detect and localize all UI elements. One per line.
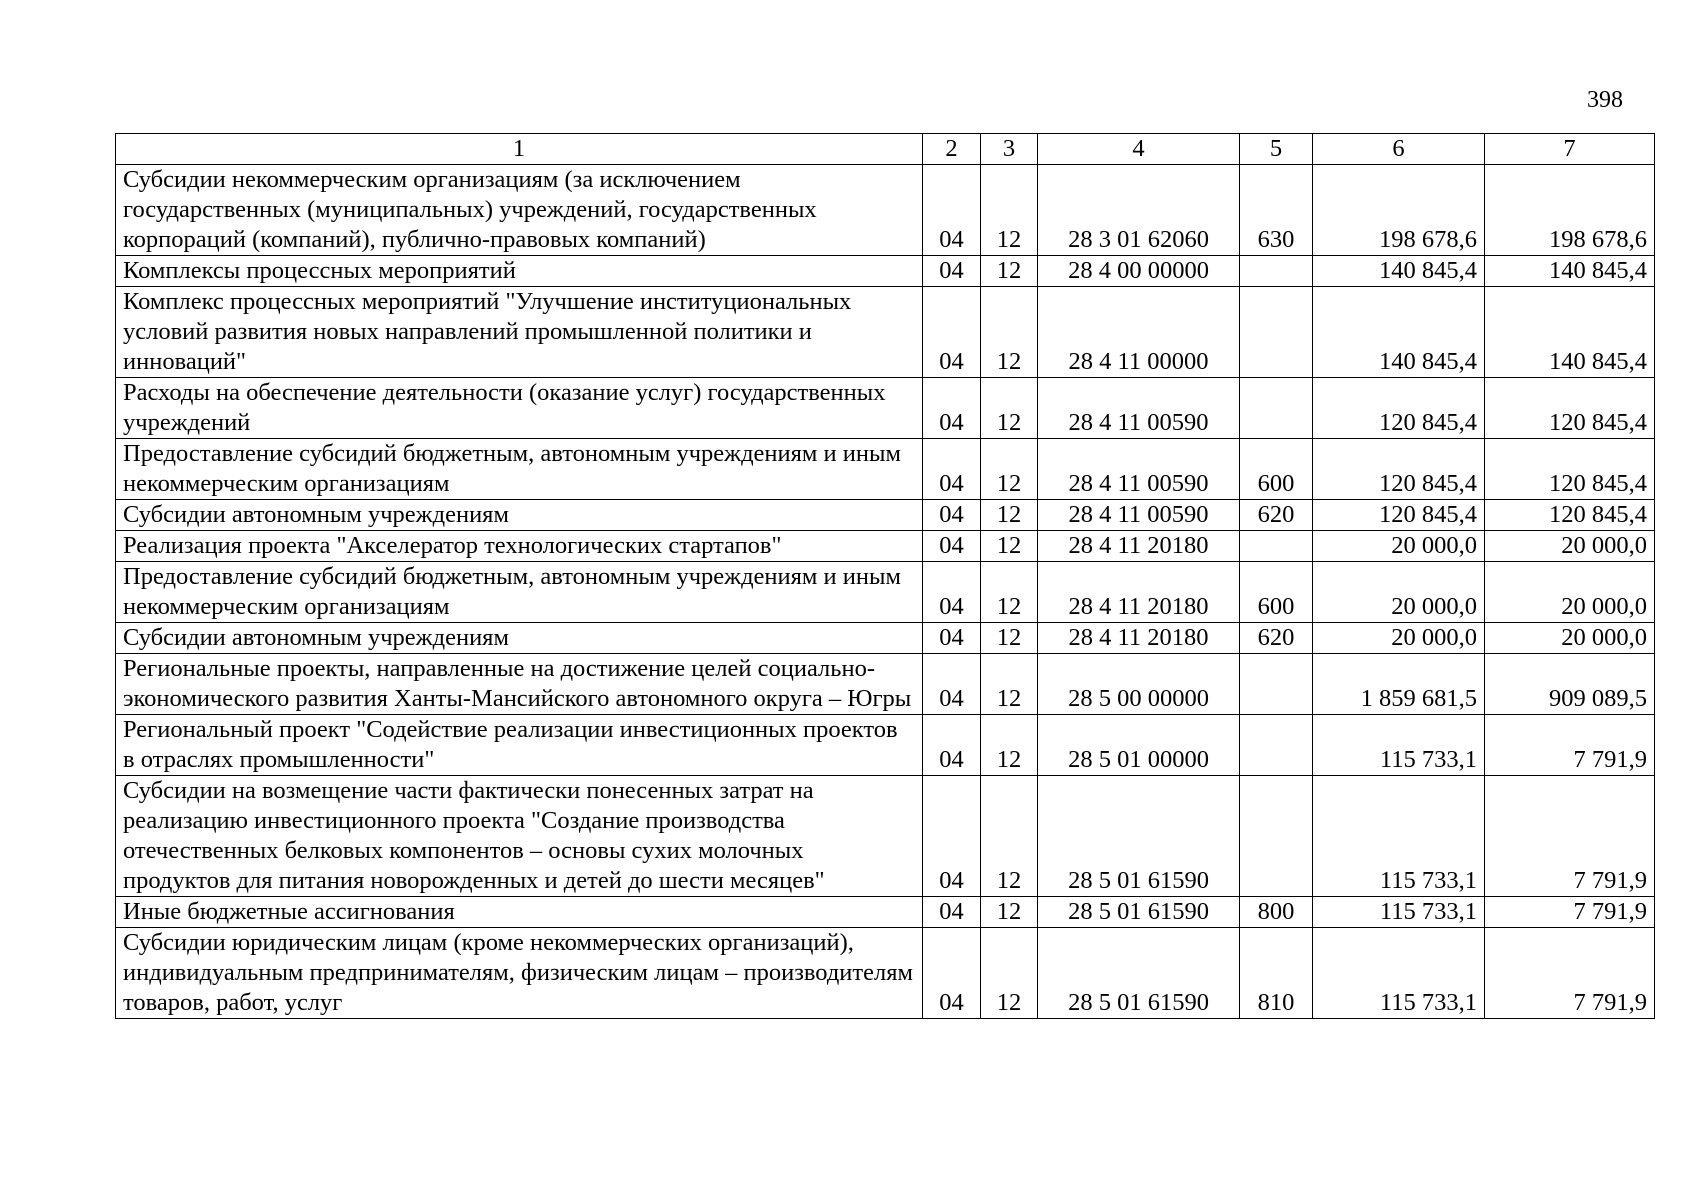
- row-target-article-cell: 28 5 00 00000: [1038, 654, 1240, 715]
- row-amount-6-cell: 120 845,4: [1313, 439, 1485, 500]
- row-subsection-cell: 12: [981, 623, 1038, 654]
- row-target-article-cell: 28 5 01 61590: [1038, 928, 1240, 1019]
- column-header-2: 2: [923, 134, 981, 165]
- row-name-cell: Субсидии некоммерческим организациям (за исключением государственных (муниципальных) учреждений, государственных корпораций (компаний), публично-правовых компаний): [116, 165, 923, 256]
- row-subsection-cell: 12: [981, 287, 1038, 378]
- row-name-cell: Субсидии автономным учреждениям: [116, 500, 923, 531]
- row-amount-6-cell: 115 733,1: [1313, 897, 1485, 928]
- row-target-article-cell: 28 4 11 20180: [1038, 562, 1240, 623]
- row-subsection-cell: 12: [981, 715, 1038, 776]
- row-name-cell: Расходы на обеспечение деятельности (оказание услуг) государственных учреждений: [116, 378, 923, 439]
- row-amount-6-cell: 198 678,6: [1313, 165, 1485, 256]
- table-row: [116, 654, 1655, 715]
- row-expense-type-cell: [1240, 654, 1313, 715]
- row-target-article-cell: 28 5 01 61590: [1038, 897, 1240, 928]
- row-subsection-cell: 12: [981, 378, 1038, 439]
- row-name-cell: Предоставление субсидий бюджетным, автономным учреждениям и иным некоммерческим организациям: [116, 439, 923, 500]
- row-section-cell: 04: [923, 165, 981, 256]
- page-number: 398: [1587, 87, 1623, 113]
- row-expense-type-cell: 630: [1240, 165, 1313, 256]
- row-name-cell: Региональные проекты, направленные на достижение целей социально-экономического развития Ханты-Мансийского автономного округа – Югры: [116, 654, 923, 715]
- row-amount-6-cell: 20 000,0: [1313, 531, 1485, 562]
- row-expense-type-cell: 620: [1240, 500, 1313, 531]
- row-amount-7-cell: 7 791,9: [1485, 928, 1655, 1019]
- row-expense-type-cell: [1240, 378, 1313, 439]
- row-target-article-cell: 28 5 01 61590: [1038, 776, 1240, 897]
- row-amount-7-cell: 7 791,9: [1485, 715, 1655, 776]
- row-section-cell: 04: [923, 715, 981, 776]
- row-section-cell: 04: [923, 378, 981, 439]
- row-target-article-cell: 28 4 11 20180: [1038, 531, 1240, 562]
- row-expense-type-cell: 600: [1240, 439, 1313, 500]
- row-amount-7-cell: 20 000,0: [1485, 562, 1655, 623]
- row-expense-type-cell: 620: [1240, 623, 1313, 654]
- row-section-cell: 04: [923, 500, 981, 531]
- row-subsection-cell: 12: [981, 654, 1038, 715]
- row-section-cell: 04: [923, 256, 981, 287]
- row-amount-6-cell: 1 859 681,5: [1313, 654, 1485, 715]
- table-row: [116, 287, 1655, 378]
- row-amount-6-cell: 120 845,4: [1313, 378, 1485, 439]
- table-row: [116, 531, 1655, 562]
- row-section-cell: 04: [923, 654, 981, 715]
- column-header-1: 1: [116, 134, 923, 165]
- row-name-cell: Региональный проект "Содействие реализации инвестиционных проектов в отраслях промышленности": [116, 715, 923, 776]
- row-expense-type-cell: 810: [1240, 928, 1313, 1019]
- row-expense-type-cell: 600: [1240, 562, 1313, 623]
- row-subsection-cell: 12: [981, 256, 1038, 287]
- row-subsection-cell: 12: [981, 776, 1038, 897]
- table-row: [116, 623, 1655, 654]
- row-amount-7-cell: 7 791,9: [1485, 897, 1655, 928]
- column-header-5: 5: [1240, 134, 1313, 165]
- row-section-cell: 04: [923, 897, 981, 928]
- row-target-article-cell: 28 4 11 00590: [1038, 439, 1240, 500]
- row-amount-7-cell: 909 089,5: [1485, 654, 1655, 715]
- row-section-cell: 04: [923, 928, 981, 1019]
- table-row: [116, 500, 1655, 531]
- row-name-cell: Комплексы процессных мероприятий: [116, 256, 923, 287]
- row-amount-7-cell: 20 000,0: [1485, 623, 1655, 654]
- row-target-article-cell: 28 5 01 00000: [1038, 715, 1240, 776]
- table-row: [116, 439, 1655, 500]
- row-amount-7-cell: 7 791,9: [1485, 776, 1655, 897]
- row-subsection-cell: 12: [981, 928, 1038, 1019]
- table-row: [116, 165, 1655, 256]
- table-row: [116, 715, 1655, 776]
- row-subsection-cell: 12: [981, 500, 1038, 531]
- row-amount-6-cell: 20 000,0: [1313, 623, 1485, 654]
- row-target-article-cell: 28 3 01 62060: [1038, 165, 1240, 256]
- row-amount-6-cell: 140 845,4: [1313, 287, 1485, 378]
- table-row: [116, 256, 1655, 287]
- row-expense-type-cell: [1240, 776, 1313, 897]
- row-name-cell: Иные бюджетные ассигнования: [116, 897, 923, 928]
- row-target-article-cell: 28 4 11 00590: [1038, 378, 1240, 439]
- row-name-cell: Реализация проекта "Акселератор технологических стартапов": [116, 531, 923, 562]
- row-amount-6-cell: 115 733,1: [1313, 715, 1485, 776]
- row-subsection-cell: 12: [981, 562, 1038, 623]
- row-amount-7-cell: 198 678,6: [1485, 165, 1655, 256]
- row-name-cell: Субсидии юридическим лицам (кроме некоммерческих организаций), индивидуальным предпринимателям, физическим лицам – производителям товаров, работ, услуг: [116, 928, 923, 1019]
- budget-table: [115, 133, 1655, 1019]
- row-expense-type-cell: 800: [1240, 897, 1313, 928]
- row-amount-6-cell: 115 733,1: [1313, 928, 1485, 1019]
- table-row: [116, 378, 1655, 439]
- row-expense-type-cell: [1240, 287, 1313, 378]
- row-target-article-cell: 28 4 11 00590: [1038, 500, 1240, 531]
- row-amount-7-cell: 120 845,4: [1485, 378, 1655, 439]
- table-row: [116, 776, 1655, 897]
- table-header-row: [116, 134, 1655, 165]
- row-subsection-cell: 12: [981, 531, 1038, 562]
- row-amount-7-cell: 140 845,4: [1485, 256, 1655, 287]
- row-expense-type-cell: [1240, 531, 1313, 562]
- row-amount-6-cell: 115 733,1: [1313, 776, 1485, 897]
- row-subsection-cell: 12: [981, 439, 1038, 500]
- row-section-cell: 04: [923, 439, 981, 500]
- row-amount-7-cell: 120 845,4: [1485, 439, 1655, 500]
- row-section-cell: 04: [923, 531, 981, 562]
- row-expense-type-cell: [1240, 715, 1313, 776]
- row-amount-6-cell: 140 845,4: [1313, 256, 1485, 287]
- row-section-cell: 04: [923, 562, 981, 623]
- row-section-cell: 04: [923, 287, 981, 378]
- row-amount-7-cell: 140 845,4: [1485, 287, 1655, 378]
- row-expense-type-cell: [1240, 256, 1313, 287]
- column-header-6: 6: [1313, 134, 1485, 165]
- row-amount-7-cell: 120 845,4: [1485, 500, 1655, 531]
- row-target-article-cell: 28 4 11 00000: [1038, 287, 1240, 378]
- row-name-cell: Комплекс процессных мероприятий "Улучшение институциональных условий развития новых направлений промышленной политики и инноваций": [116, 287, 923, 378]
- row-amount-6-cell: 120 845,4: [1313, 500, 1485, 531]
- row-name-cell: Предоставление субсидий бюджетным, автономным учреждениям и иным некоммерческим организациям: [116, 562, 923, 623]
- table-row: [116, 897, 1655, 928]
- row-subsection-cell: 12: [981, 165, 1038, 256]
- row-name-cell: Субсидии на возмещение части фактически понесенных затрат на реализацию инвестиционного проекта "Создание производства отечественных белковых компонентов – основы сухих молочных продуктов для питания новорожденных и детей до шести месяцев": [116, 776, 923, 897]
- table-row: [116, 562, 1655, 623]
- column-header-3: 3: [981, 134, 1038, 165]
- column-header-4: 4: [1038, 134, 1240, 165]
- row-target-article-cell: 28 4 00 00000: [1038, 256, 1240, 287]
- row-target-article-cell: 28 4 11 20180: [1038, 623, 1240, 654]
- row-name-cell: Субсидии автономным учреждениям: [116, 623, 923, 654]
- row-section-cell: 04: [923, 776, 981, 897]
- column-header-7: 7: [1485, 134, 1655, 165]
- row-amount-6-cell: 20 000,0: [1313, 562, 1485, 623]
- row-subsection-cell: 12: [981, 897, 1038, 928]
- table-row: [116, 928, 1655, 1019]
- row-amount-7-cell: 20 000,0: [1485, 531, 1655, 562]
- row-section-cell: 04: [923, 623, 981, 654]
